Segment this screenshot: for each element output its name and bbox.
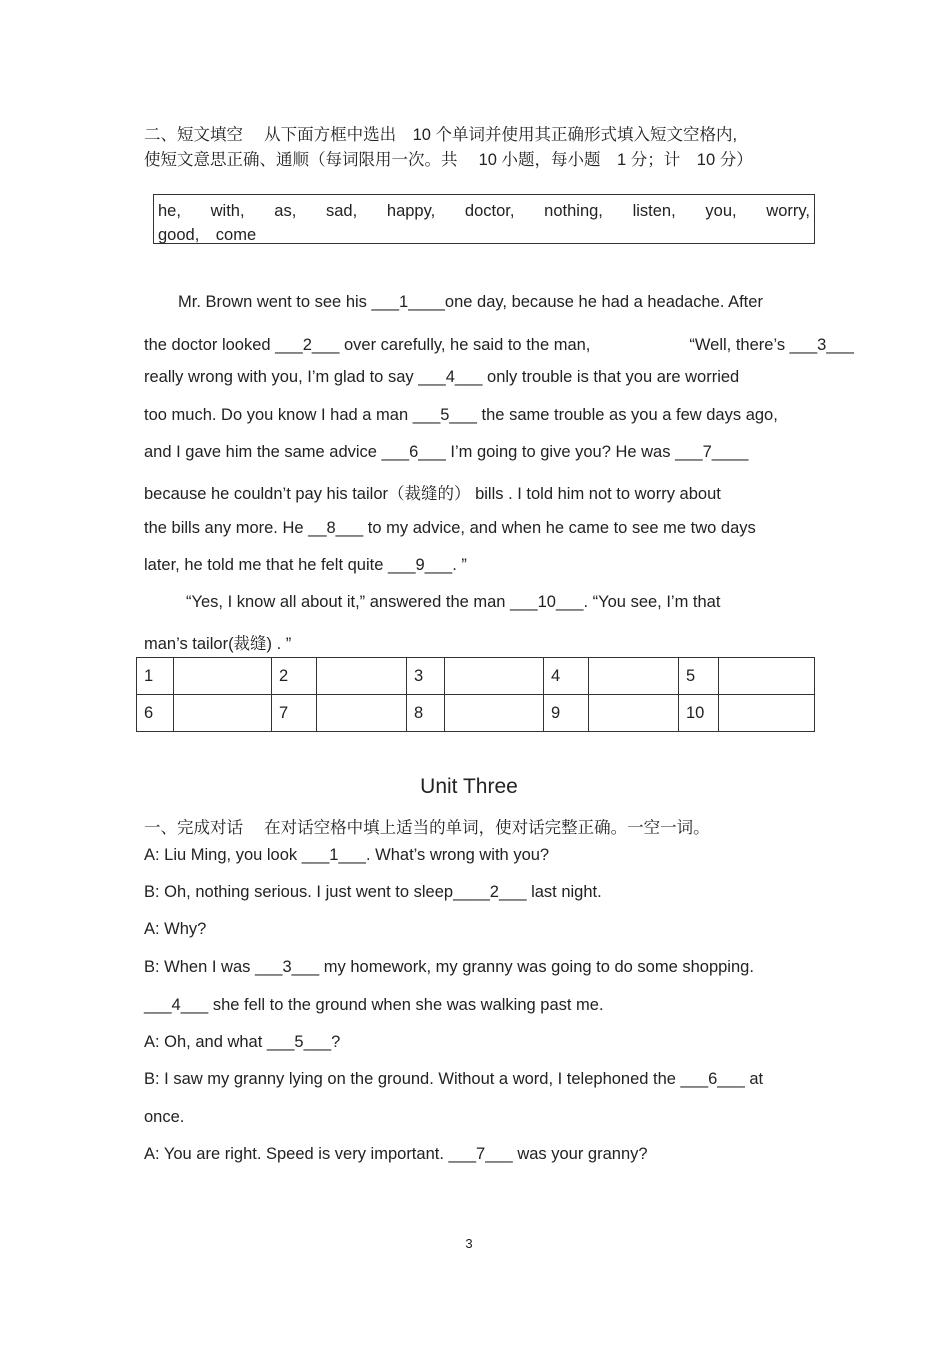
table-row bbox=[137, 658, 815, 695]
answer-number: 5 bbox=[679, 658, 719, 695]
passage-line: because he couldn’t pay his tailor（裁缝的） bills . I told him not to worry about bbox=[144, 485, 721, 503]
dialogue-line: B: Oh, nothing serious. I just went to sleep____2___ last night. bbox=[144, 883, 602, 901]
page-number: 3 bbox=[465, 1236, 473, 1251]
passage-line: man’s tailor(裁缝) . ” bbox=[144, 635, 292, 653]
word-item: with, bbox=[210, 202, 245, 220]
word-item: worry, bbox=[766, 202, 810, 220]
section-heading-line1: 二、短文填空 从下面方框中选出 10 个单词并使用其正确形式填入短文空格内, bbox=[144, 126, 738, 144]
dialogue-line: B: I saw my granny lying on the ground. Without a word, I telephoned the ___6___ at bbox=[144, 1070, 764, 1088]
answer-number: 4 bbox=[544, 658, 589, 695]
dialogue-line: ___4___ she fell to the ground when she was walking past me. bbox=[144, 996, 604, 1014]
answer-cell[interactable] bbox=[174, 658, 272, 695]
answer-cell[interactable] bbox=[317, 658, 407, 695]
answer-number: 6 bbox=[137, 695, 174, 732]
dialogue-line: A: You are right. Speed is very important. ___7___ was your granny? bbox=[144, 1145, 648, 1163]
answer-cell[interactable] bbox=[589, 658, 679, 695]
dialogue-line: once. bbox=[144, 1108, 185, 1126]
unit3-heading: 一、完成对话 在对话空格中填上适当的单词，使对话完整正确。一空一词。 bbox=[144, 819, 710, 837]
answer-cell[interactable] bbox=[719, 695, 815, 732]
section-heading-line2: 使短文意思正确、通顺（每词限用一次。共 10 小题，每小题 1 分；计 10 分） bbox=[144, 151, 753, 169]
dialogue-line: A: Oh, and what ___5___? bbox=[144, 1033, 341, 1051]
word-item: listen, bbox=[632, 202, 676, 220]
answer-cell[interactable] bbox=[445, 658, 544, 695]
answer-table bbox=[136, 657, 815, 732]
passage-line: and I gave him the same advice ___6___ I’m going to give you? He was ___7____ bbox=[144, 443, 749, 461]
word-item: nothing, bbox=[544, 202, 603, 220]
answer-cell[interactable] bbox=[445, 695, 544, 732]
answer-cell[interactable] bbox=[317, 695, 407, 732]
passage-line: really wrong with you, I’m glad to say ___4___ only trouble is that you are worried bbox=[144, 368, 740, 386]
word-item: as, bbox=[274, 202, 297, 220]
answer-cell[interactable] bbox=[719, 658, 815, 695]
answer-cell[interactable] bbox=[174, 695, 272, 732]
word-item: you, bbox=[705, 202, 737, 220]
table-row bbox=[137, 695, 815, 732]
answer-number: 9 bbox=[544, 695, 589, 732]
word-box bbox=[153, 194, 815, 244]
dialogue-line: A: Why? bbox=[144, 920, 207, 938]
passage-line: Mr. Brown went to see his ___1____one day, because he had a headache. After bbox=[178, 293, 763, 311]
word-item: doctor, bbox=[464, 202, 515, 220]
answer-number: 8 bbox=[407, 695, 445, 732]
unit-title: Unit Three bbox=[420, 775, 518, 798]
answer-number: 7 bbox=[272, 695, 317, 732]
passage-line: the doctor looked ___2___ over carefully, he said to the man, “Well, there’s ___3___ bbox=[144, 336, 854, 354]
passage-line: the bills any more. He __8___ to my advice, and when he came to see me two days bbox=[144, 519, 756, 537]
dialogue-line: A: Liu Ming, you look ___1___. What’s wrong with you? bbox=[144, 846, 550, 864]
word-item: he, bbox=[158, 202, 181, 220]
dialogue-line: B: When I was ___3___ my homework, my granny was going to do some shopping. bbox=[144, 958, 754, 976]
answer-number: 2 bbox=[272, 658, 317, 695]
answer-number: 3 bbox=[407, 658, 445, 695]
word-item: sad, bbox=[326, 202, 358, 220]
answer-number: 10 bbox=[679, 695, 719, 732]
answer-cell[interactable] bbox=[589, 695, 679, 732]
word-box-row2: good, come bbox=[158, 226, 257, 244]
word-item: happy, bbox=[386, 202, 436, 220]
answer-number: 1 bbox=[137, 658, 174, 695]
passage-line: too much. Do you know I had a man ___5___ the same trouble as you a few days ago, bbox=[144, 406, 778, 424]
passage-line: “Yes, I know all about it,” answered the man ___10___. “You see, I’m that bbox=[186, 593, 721, 611]
passage-line: later, he told me that he felt quite ___9___. ” bbox=[144, 556, 467, 574]
word-box-row bbox=[158, 199, 810, 223]
